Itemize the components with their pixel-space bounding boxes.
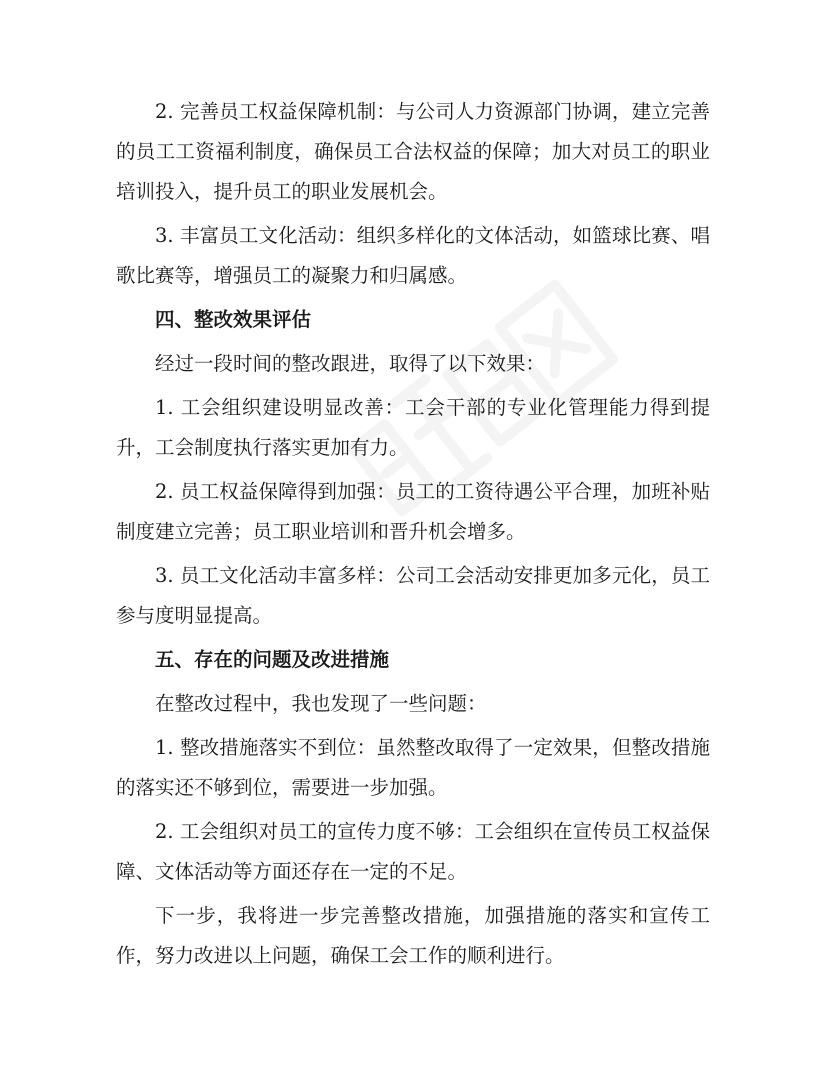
paragraph-next-steps: 下一步，我将进一步完善整改措施，加强措施的落实和宣传工作，努力改进以上问题，确保工会工作的顺利进行。 <box>116 904 710 967</box>
paragraph-measure-3: 3. 丰富员工文化活动：组织多样化的文体活动，如篮球比赛、唱歌比赛等，增强员工的凝聚力和归属感。 <box>116 224 710 287</box>
document-body <box>116 92 710 980</box>
paragraph-measure-2: 2. 完善员工权益保障机制：与公司人力资源部门协调，建立完善的员工工资福利制度，确保员工合法权益的保障；加大对员工的职业培训投入，提升员工的职业发展机会。 <box>116 100 710 203</box>
paragraph-effect-1: 1. 工会组织建设明显改善：工会干部的专业化管理能力得到提升，工会制度执行落实更加有力。 <box>116 396 710 459</box>
section-heading-evaluation: 四、整改效果评估 <box>155 308 312 331</box>
paragraph-problems-intro: 在整改过程中，我也发现了一些问题： <box>155 692 487 715</box>
section-heading-problems: 五、存在的问题及改进措施 <box>155 648 390 671</box>
paragraph-problem-2: 2. 工会组织对员工的宣传力度不够：工会组织在宣传员工权益保障、文体活动等方面还存在一定的不足。 <box>116 820 710 883</box>
paragraph-effect-3: 3. 员工文化活动丰富多样：公司工会活动安排更加多元化，员工参与度明显提高。 <box>116 564 710 627</box>
paragraph-problem-1: 1. 整改措施落实不到位：虽然整改取得了一定效果，但整改措施的落实还不够到位，需要进一步加强。 <box>116 736 710 799</box>
paragraph-evaluation-intro: 经过一段时间的整改跟进，取得了以下效果： <box>155 352 546 375</box>
paragraph-effect-2: 2. 员工权益保障得到加强：员工的工资待遇公平合理，加班补贴制度建立完善；员工职业培训和晋升机会增多。 <box>116 480 710 543</box>
